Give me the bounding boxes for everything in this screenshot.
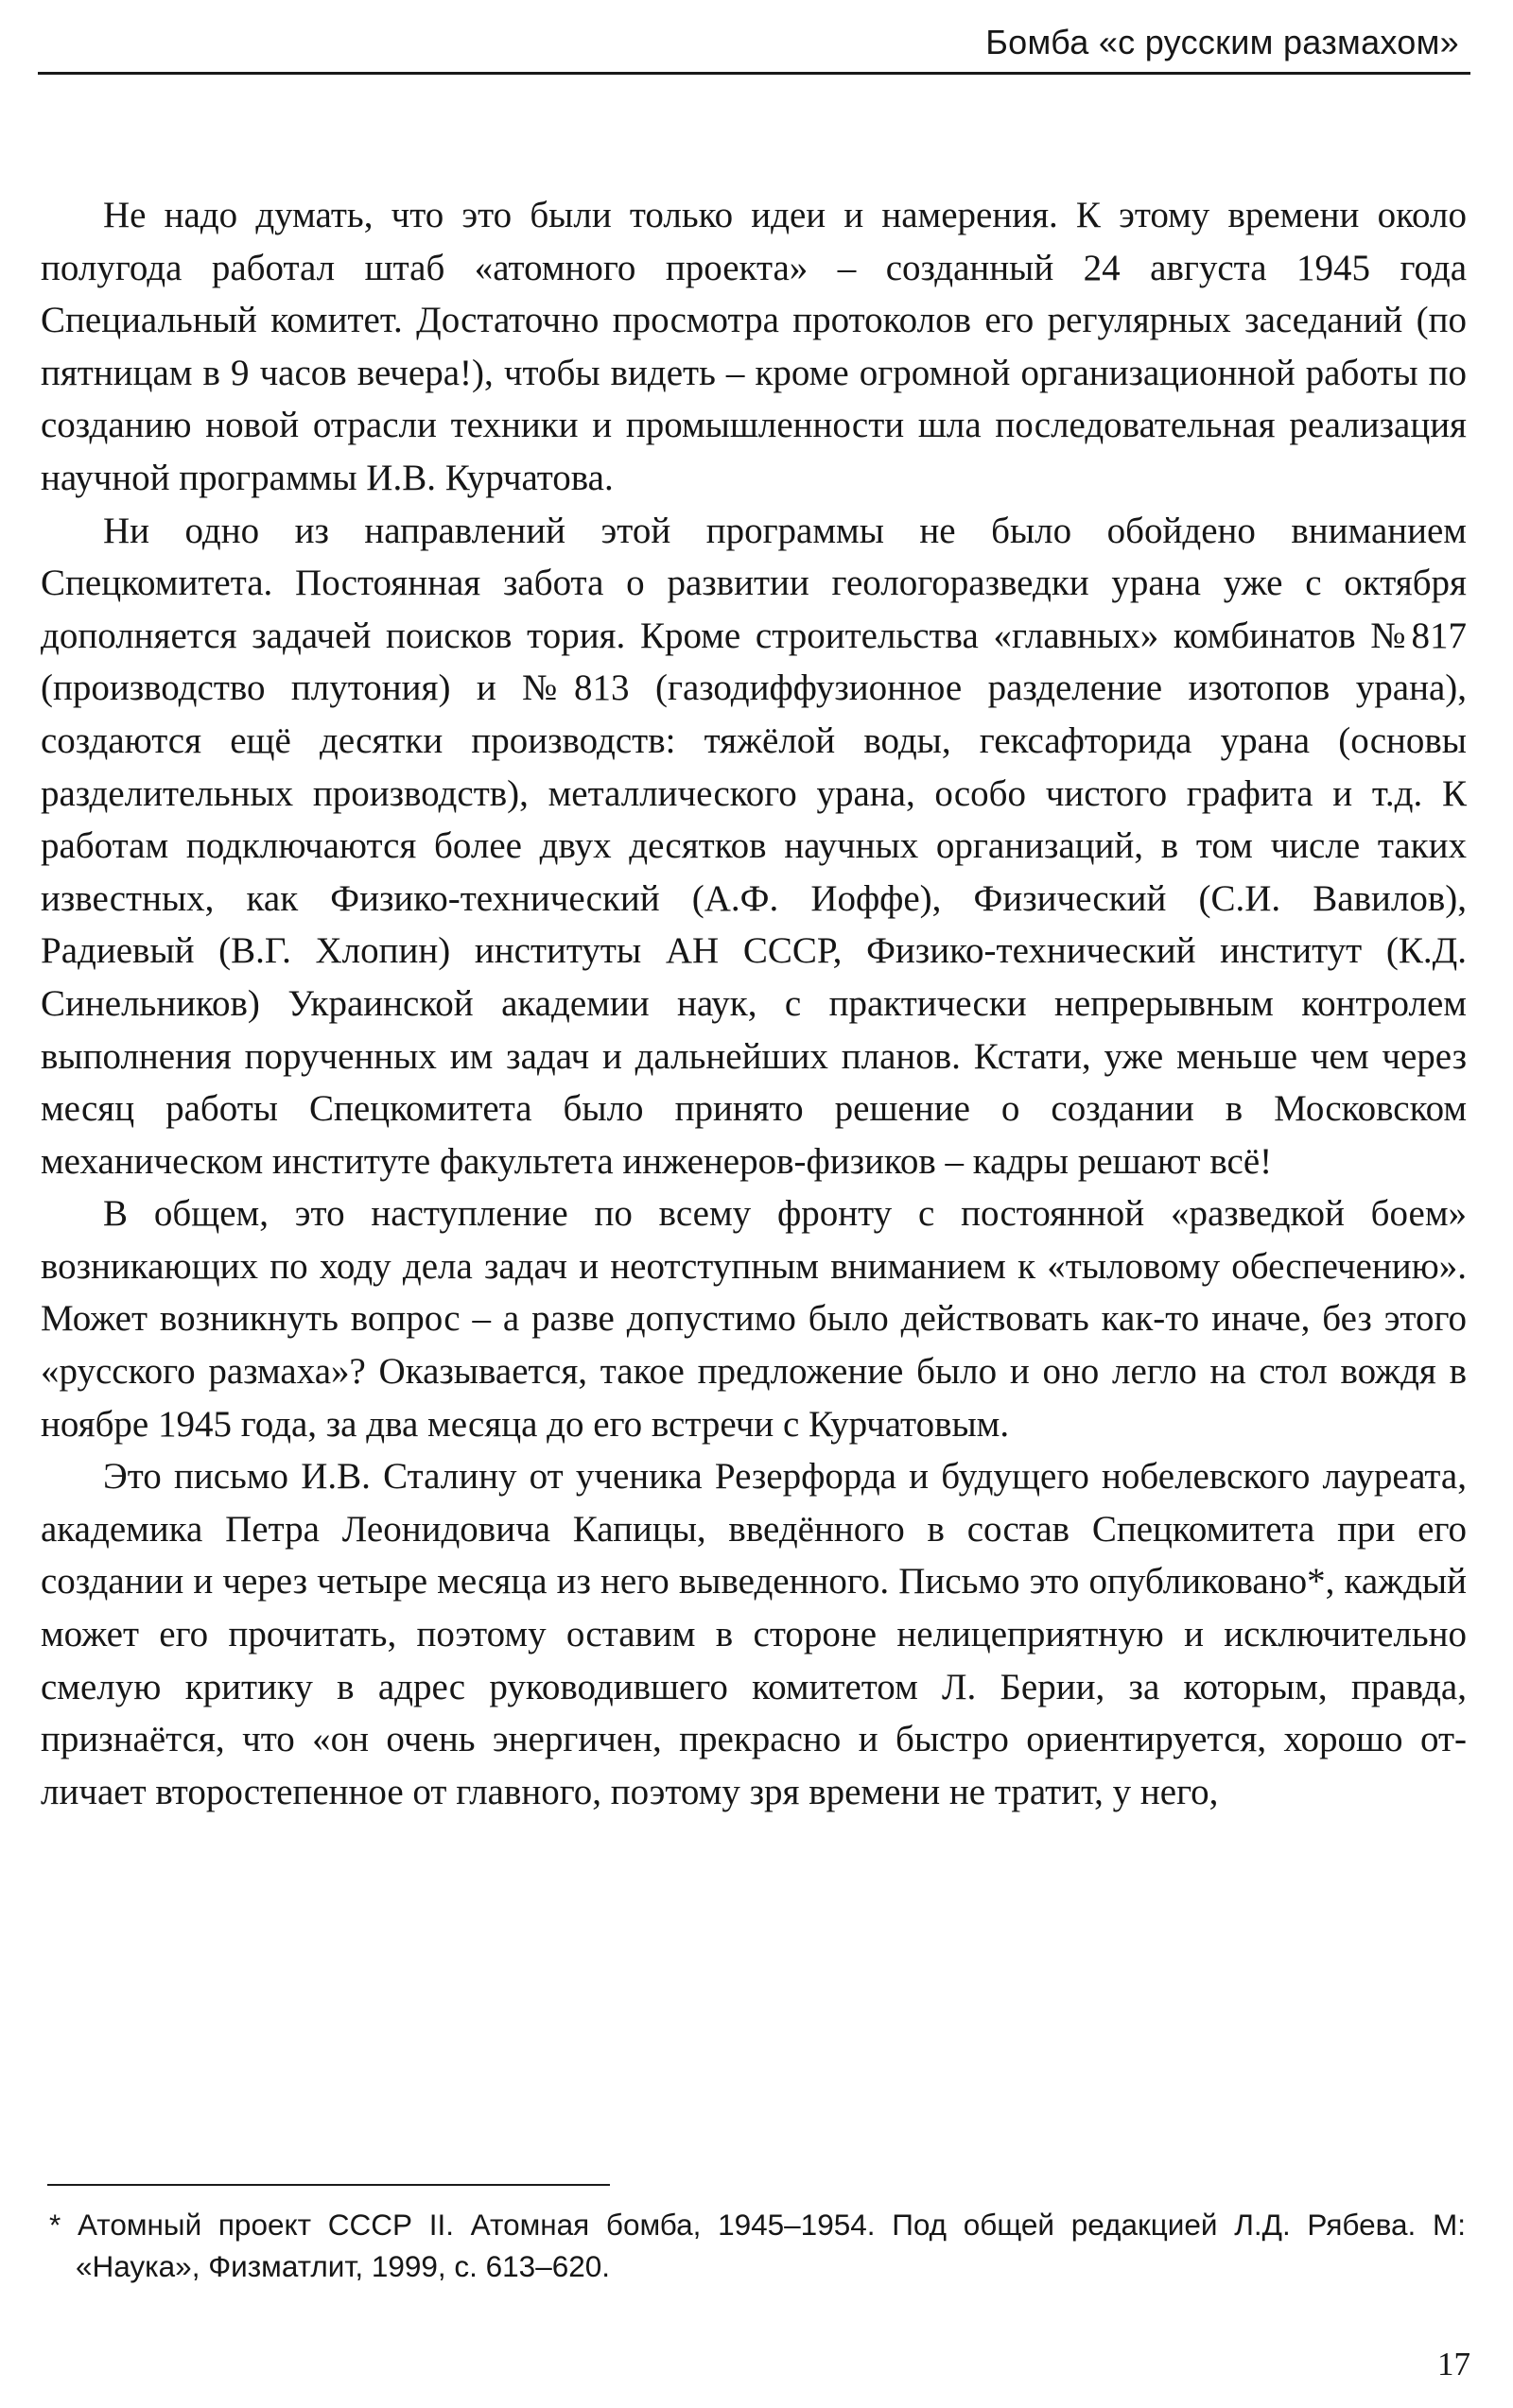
footnote [49,2204,1466,2287]
paragraph: В общем, это наступление по всему фронту с постоянной «разведкой боем» возникающих по ходу дела задач и неотступным вниманием к «тыловому обеспечению». Может возникнуть вопрос – а разве допустимо было действовать как-то иначе, без этого «русского размаха»? Оказывается, такое предложение было и оно легло на стол вождя в ноябре 1945 года, за два месяца до его встречи с Курчатовым. [41,1193,1467,1445]
running-header [38,21,1470,75]
body-text [41,189,1467,1818]
footnote-text: * Атомный проект СССР II. Атомная бомба, 1945–1954. Под общей редакцией Л.Д. Рябева. М: «Наука», Физматлит, 1999, с. 613–620. [49,2208,1466,2283]
paragraph: Не надо думать, что это были только идеи и намерения. К этому времени около полугода работал штаб «атомного проекта» – созданный 24 августа 1945 года Специальный комитет. Достаточно просмотра протоколов его регулярных заседаний (по пятницам в 9 часов вечера!), чтобы видеть – кроме огромной организационной работы по созданию новой отрасли техники и промышленности шла последовательная реализация научной программы И.В. Курчатова. [41,195,1467,498]
paragraph: Ни одно из направлений этой программы не было обойдено вниманием Спецкомитета. Постоянная забота о развитии геологоразведки урана уже с октября дополняется задачей поисков тория. Кроме строительства «главных» комбинатов №817 (производство плутония) и №813 (газодиффузионное разделение изотопов урана), создаются ещё десятки производств: тяжёлой воды, гексафторида урана (основы разделительных производств), металлического урана, особо чистого графита и т.д. К работам подключаются более двух десятков научных организаций, в том числе таких известных, как Физико-технический (А.Ф. Иоффе), Физический (С.И. Вавилов), Радиевый (В.Г. Хлопин) институты АН СССР, Физико-технический институт (К.Д. Синельников) Украинской академии наук, с практически непрерывным контролем выполнения порученных им задач и дальнейших планов. Кстати, уже меньше чем через месяц работы Спецкомитета было принято решение о создании в Московском механическом институте факультета инженеров-физиков – кадры решают всё! [41,510,1467,1182]
page-number: 17 [1437,2346,1470,2382]
running-title: Бомба «с русским размахом» [985,23,1459,61]
paragraph: Это письмо И.В. Сталину от ученика Резерфорда и будущего нобелевского лауреата, академика Петра Леонидовича Капицы, введённого в состав Спецкомитета при его создании и через четыре месяца из него выведенного. Письмо это опубликовано*, каждый может его прочитать, поэтому оставим в стороне нелицеприятную и исключительно смелую критику в адрес руководившего комитетом Л. Берии, за которым, правда, признаётся, что «он очень энергичен, прекрасно и быстро ориентируется, хорошо отличает второстепенное от главного, поэтому зря времени не тратит, у него, [41,1456,1467,1812]
footnote-separator [47,2184,610,2186]
